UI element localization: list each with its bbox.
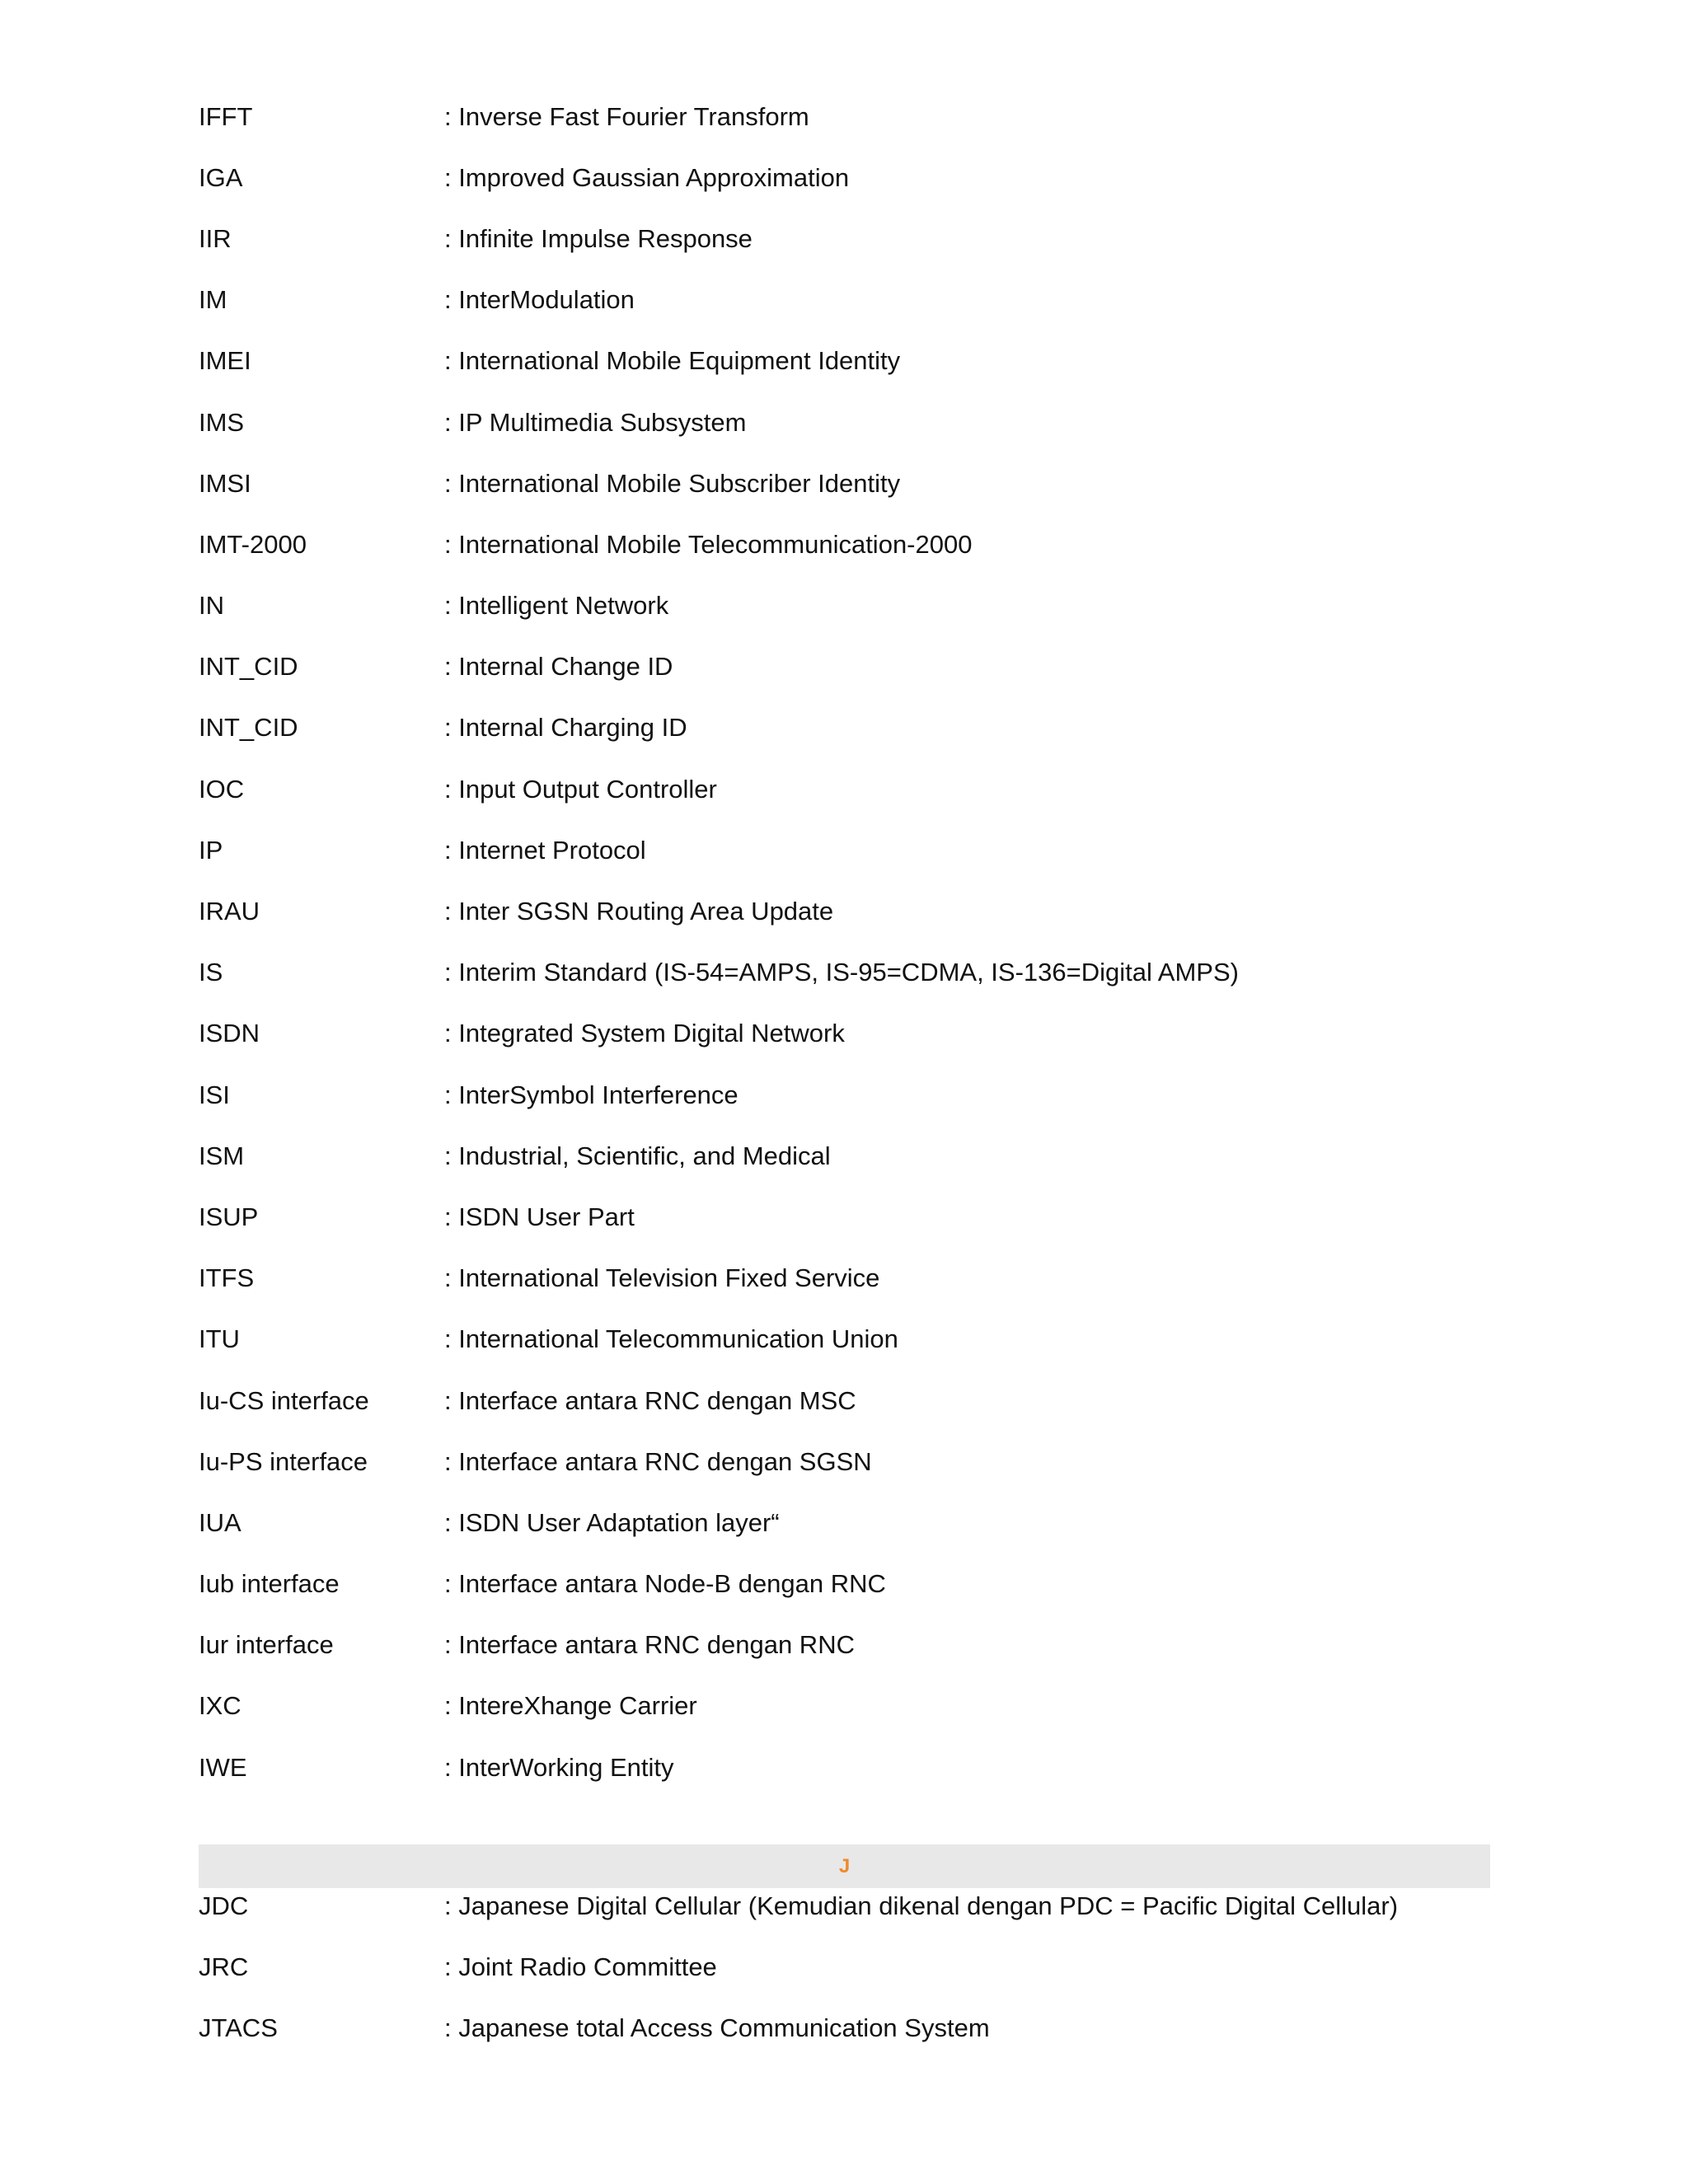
entry-definition: : International Mobile Subscriber Identity <box>444 468 901 498</box>
glossary-entry <box>199 1309 1490 1370</box>
section-header-j: J <box>199 1844 1490 1888</box>
entry-term: IMS <box>199 407 245 437</box>
entry-definition: : International Television Fixed Service <box>444 1263 880 1293</box>
entry-definition: : Inverse Fast Fourier Transform <box>444 101 809 131</box>
entry-term: Iur interface <box>199 1630 334 1660</box>
glossary-entry <box>199 513 1490 574</box>
glossary-entry <box>199 86 1490 147</box>
glossary-entry <box>199 1997 1490 2058</box>
entry-term: JTACS <box>199 2013 278 2042</box>
entry-term: INT_CID <box>199 713 298 743</box>
glossary-entry <box>199 636 1490 697</box>
glossary-entry <box>199 391 1490 452</box>
entry-definition: : InterSymbol Interference <box>444 1080 738 1109</box>
entry-term: ITFS <box>199 1263 255 1293</box>
entry-definition: : Interface antara RNC dengan RNC <box>444 1630 855 1660</box>
entry-term: IOC <box>199 774 245 804</box>
entry-term: IMT-2000 <box>199 529 307 559</box>
entry-definition: : ISDN User Part <box>444 1202 635 1231</box>
entry-term: Iu-CS interface <box>199 1385 369 1415</box>
entry-definition: : Interface antara RNC dengan MSC <box>444 1385 856 1415</box>
glossary-entry <box>199 942 1490 1003</box>
glossary-entry <box>199 330 1490 391</box>
entry-term: JRC <box>199 1952 249 1981</box>
entry-definition: : Japanese Digital Cellular (Kemudian dikenal dengan PDC = Pacific Digital Cellular) <box>444 1891 1399 1920</box>
glossary-entry <box>199 1370 1490 1431</box>
entry-definition: : International Mobile Telecommunication-2000 <box>444 529 973 559</box>
entry-definition: : Japanese total Access Communication System <box>444 2013 990 2042</box>
glossary-entry <box>199 1064 1490 1125</box>
glossary-list-j <box>199 1875 1490 2059</box>
entry-term: IN <box>199 591 224 621</box>
entry-definition: : Interface antara Node-B dengan RNC <box>444 1569 886 1599</box>
entry-term: JDC <box>199 1891 249 1920</box>
entry-definition: : Internal Change ID <box>444 652 673 682</box>
glossary-entry <box>199 1615 1490 1675</box>
entry-definition: : InterModulation <box>444 285 635 315</box>
entry-term: IRAU <box>199 897 260 926</box>
entry-term: Iu-PS interface <box>199 1446 368 1476</box>
glossary-entry <box>199 1675 1490 1736</box>
entry-term: IMSI <box>199 468 251 498</box>
entry-definition: : InterWorking Entity <box>444 1752 674 1782</box>
entry-definition: : Industrial, Scientific, and Medical <box>444 1141 831 1170</box>
glossary-entry <box>199 147 1490 208</box>
glossary-entry <box>199 1875 1490 1936</box>
entry-definition: : Interim Standard (IS-54=AMPS, IS-95=CDMA, IS-136=Digital AMPS) <box>444 958 1239 987</box>
entry-term: ISI <box>199 1080 230 1109</box>
glossary-entry <box>199 819 1490 880</box>
entry-term: IM <box>199 285 227 315</box>
glossary-entry <box>199 1936 1490 1997</box>
glossary-entry <box>199 208 1490 269</box>
entry-definition: : IntereXhange Carrier <box>444 1691 697 1721</box>
glossary-list-i <box>199 86 1490 1797</box>
glossary-entry <box>199 1248 1490 1309</box>
entry-definition: : Improved Gaussian Approximation <box>444 162 850 192</box>
entry-definition: : Intelligent Network <box>444 591 669 621</box>
glossary-entry <box>199 575 1490 636</box>
glossary-entry <box>199 1431 1490 1492</box>
entry-definition: : Input Output Controller <box>444 774 717 804</box>
entry-definition: : IP Multimedia Subsystem <box>444 407 747 437</box>
entry-term: IXC <box>199 1691 241 1721</box>
entry-term: IGA <box>199 162 243 192</box>
glossary-entry <box>199 269 1490 330</box>
entry-definition: : Infinite Impulse Response <box>444 223 753 253</box>
glossary-entry <box>199 880 1490 941</box>
entry-term: IUA <box>199 1507 241 1537</box>
glossary-entry <box>199 1736 1490 1797</box>
entry-term: INT_CID <box>199 652 298 682</box>
glossary-entry <box>199 1492 1490 1553</box>
glossary-entry <box>199 1186 1490 1247</box>
entry-term: ITU <box>199 1324 240 1354</box>
entry-term: IP <box>199 835 223 865</box>
entry-term: IWE <box>199 1752 247 1782</box>
entry-term: Iub interface <box>199 1569 340 1599</box>
entry-definition: : Integrated System Digital Network <box>444 1019 845 1048</box>
entry-definition: : International Mobile Equipment Identity <box>444 346 901 376</box>
entry-definition: : Internet Protocol <box>444 835 646 865</box>
entry-term: IFFT <box>199 101 253 131</box>
glossary-entry <box>199 1554 1490 1615</box>
entry-definition: : Joint Radio Committee <box>444 1952 717 1981</box>
entry-term: ISM <box>199 1141 245 1170</box>
glossary-entry <box>199 1125 1490 1186</box>
entry-term: ISDN <box>199 1019 260 1048</box>
entry-term: IS <box>199 958 223 987</box>
entry-definition: : Interface antara RNC dengan SGSN <box>444 1446 872 1476</box>
entry-definition: : Inter SGSN Routing Area Update <box>444 897 834 926</box>
entry-definition: : Internal Charging ID <box>444 713 687 743</box>
entry-definition: : International Telecommunication Union <box>444 1324 898 1354</box>
glossary-entry <box>199 1003 1490 1064</box>
glossary-entry <box>199 452 1490 513</box>
glossary-entry <box>199 697 1490 758</box>
entry-definition: : ISDN User Adaptation layer“ <box>444 1507 780 1537</box>
glossary-entry <box>199 758 1490 819</box>
entry-term: IIR <box>199 223 232 253</box>
entry-term: ISUP <box>199 1202 259 1231</box>
entry-term: IMEI <box>199 346 251 376</box>
